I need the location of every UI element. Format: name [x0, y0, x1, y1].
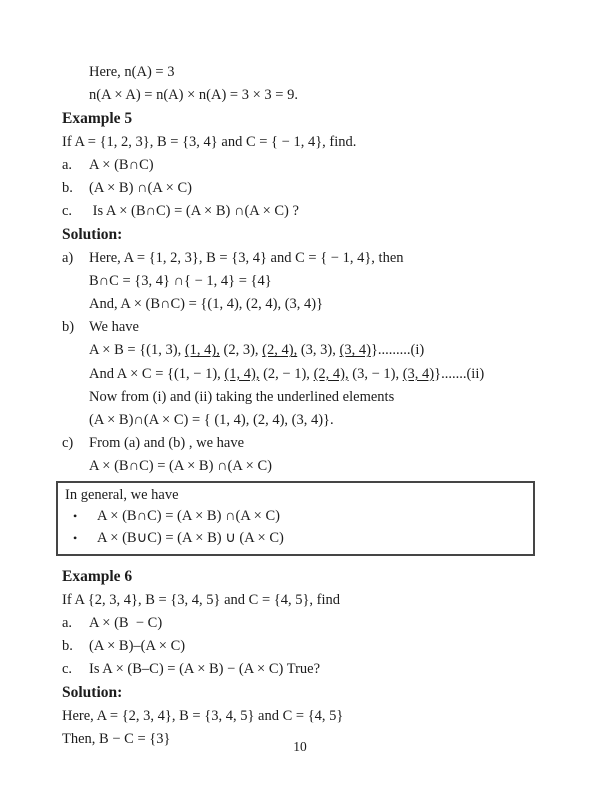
text-segment: From (a) and (b) , we have — [89, 435, 245, 452]
text-segment: Here, n(A) = 3 — [89, 64, 175, 80]
list-label: a. — [62, 614, 73, 631]
example-5-section — [62, 61, 580, 479]
text-segment: Here, A = {2, 3, 4}, B = {3, 4, 5} and C = {4, 5} — [62, 707, 344, 724]
list-label: c. — [62, 661, 73, 678]
underlined-text: (2, 4), — [313, 365, 349, 382]
text-segment: Is A × (B–C) = (A × B) − (A × C) True? — [89, 661, 321, 678]
text-segment: Is A × (B∩C) = (A × B) ∩(A × C) ? — [89, 203, 299, 220]
list-item — [62, 247, 580, 270]
text-segment: (3, 3), — [297, 342, 340, 359]
bullet-item — [65, 528, 527, 550]
section-heading — [62, 565, 580, 588]
underlined-text: (2, 4), — [262, 342, 298, 359]
text-segment: A × (B∩C) = (A × B) ∩(A × C) — [89, 458, 272, 475]
page-number: 10 — [293, 739, 307, 754]
list-label: a. — [62, 156, 73, 173]
text-segment: And, A × (B∩C) = {(1, 4), (2, 4), (3, 4)} — [89, 296, 324, 313]
text-segment: (A × B) ∩(A × C) — [89, 180, 192, 197]
text-line — [65, 485, 527, 507]
text-line — [62, 293, 580, 316]
text-segment: Solution: — [62, 684, 123, 702]
example-6-section — [62, 565, 580, 751]
list-label: a) — [62, 249, 74, 266]
text-segment: If A {2, 3, 4}, B = {3, 4, 5} and C = {4, 5}, find — [62, 591, 341, 608]
text-segment: If A = {1, 2, 3}, B = {3, 4} and C = { − 1, 4}, find. — [62, 133, 357, 150]
text-segment: B∩C = {3, 4} ∩{ − 1, 4} = {4} — [89, 272, 272, 289]
underlined-text: (3, 4) — [339, 342, 371, 359]
text-segment: And A × C = {(1, − 1), — [89, 365, 225, 382]
text-segment: (3, − 1), — [348, 365, 403, 382]
list-item — [62, 432, 580, 455]
list-item — [62, 658, 580, 681]
text-segment: Example 6 — [62, 568, 133, 586]
underlined-text: (1, 4), — [184, 342, 220, 359]
section-heading — [62, 223, 580, 246]
list-item — [62, 200, 580, 223]
text-line — [62, 386, 580, 409]
text-segment: }.........(i) — [370, 342, 425, 359]
list-label: c) — [62, 435, 74, 452]
underlined-text: (3, 4) — [402, 365, 435, 382]
bullet-icon: • — [73, 530, 78, 545]
list-item — [62, 635, 580, 658]
list-item — [62, 612, 580, 635]
text-segment: (2, 3), — [219, 342, 263, 359]
text-segment: (A × B)∩(A × C) = { (1, 4), (2, 4), (3, 4)}. — [89, 412, 334, 429]
text-segment: Solution: — [62, 226, 123, 244]
text-line — [62, 589, 580, 612]
text-line — [62, 409, 580, 432]
in-general-note-box — [56, 481, 535, 557]
text-line — [62, 363, 580, 386]
list-item — [62, 154, 580, 177]
list-label: b) — [62, 319, 75, 336]
text-segment: A × (B∩C) — [89, 156, 154, 173]
underlined-text: (1, 4), — [224, 365, 260, 382]
text-line — [62, 270, 580, 293]
text-segment: }.......(ii) — [434, 365, 485, 382]
list-label: c. — [62, 203, 73, 220]
text-line — [62, 455, 580, 478]
text-segment: (A × B)–(A × C) — [89, 638, 186, 655]
text-line — [62, 131, 580, 154]
text-line — [62, 339, 580, 362]
text-segment: n(A × A) = n(A) × n(A) = 3 × 3 = 9. — [89, 87, 298, 104]
text-segment: Then, B − C = {3} — [62, 730, 171, 747]
text-segment: Now from (i) and (ii) taking the underlined elements — [89, 388, 395, 405]
text-segment: (2, − 1), — [259, 365, 314, 382]
list-label: b. — [62, 180, 73, 197]
list-item — [62, 177, 580, 200]
text-line — [62, 705, 580, 728]
text-segment: In general, we have — [65, 486, 179, 503]
bullet-icon: • — [73, 509, 78, 524]
text-segment: Here, A = {1, 2, 3}, B = {3, 4} and C = { − 1, 4}, then — [89, 249, 404, 266]
text-segment: A × B = {(1, 3), — [89, 342, 185, 359]
text-line — [62, 84, 580, 107]
text-segment: A × (B∪C) = (A × B) ∪ (A × C) — [97, 529, 284, 546]
section-heading — [62, 107, 580, 130]
bullet-item — [65, 506, 527, 528]
text-line — [62, 61, 580, 84]
list-item — [62, 316, 580, 339]
text-segment: We have — [89, 319, 139, 336]
section-heading — [62, 681, 580, 704]
text-segment: A × (B∩C) = (A × B) ∩(A × C) — [97, 508, 280, 525]
text-segment: Example 5 — [62, 110, 133, 128]
list-label: b. — [62, 638, 73, 655]
text-segment: A × (B − C) — [89, 614, 163, 631]
